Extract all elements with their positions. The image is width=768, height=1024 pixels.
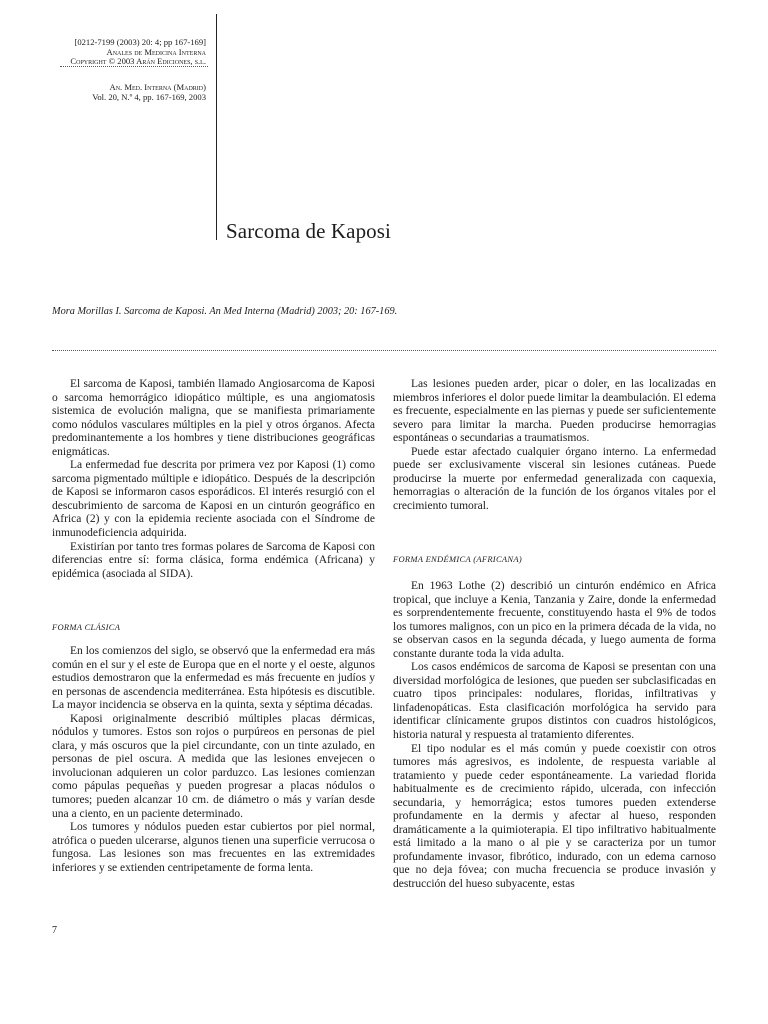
article-citation: Mora Morillas I. Sarcoma de Kaposi. An Med Interna (Madrid) 2003; 20: 167-169. (52, 306, 398, 317)
section-divider (52, 350, 716, 351)
article-title: Sarcoma de Kaposi (226, 219, 391, 243)
journal-volume: Vol. 20, N.º 4, pp. 167-169, 2003 (92, 91, 206, 102)
left-column-section (52, 645, 375, 875)
journal-header (0, 38, 206, 67)
section-heading-endemic: FORMA ENDÉMICA (AFRICANA) (393, 554, 522, 564)
paragraph: Puede estar afectado cualquier órgano interno. La enfermedad puede ser exclusivamente visceral sin lesiones cutáneas. Puede producirse la muerte por enfermedad generalizada con caquexia, hemorragias o alteración de la función de los órganos vitales por el crecimiento tumoral. (393, 445, 716, 512)
paragraph: Kaposi originalmente describió múltiples placas dérmicas, nódulos y tumores. Estos son rojos o purpúreos en personas de piel clara, y más oscuros que la piel circundante, con un tinte azulado, en personas de piel oscura. A medida que las lesiones envejecen o involucionan adquieren un color parduzco. Las lesiones comienzan como pápulas pequeñas y pueden progresar a placas nódulos o tumores; pueden alcanzar 10 cm. de diámetro o más y varían desde una a ciento, en un paciente determinado. (52, 712, 375, 820)
copyright-line: Copyright © 2003 Arán Ediciones, s.l. (70, 56, 206, 67)
journal-name: Anales de Medicina Interna (106, 46, 206, 57)
paragraph: En los comienzos del siglo, se observó que la enfermedad era más común en el sur y el este de Europa que en el norte y el oeste, algunos estudios demostraron que la enfermedad es más frecuente en judíos y en personas de ascendencia mediterránea. Esta hipótesis es discutible. La mayor incidencia se observa en la quinta, sexta y séptima décadas. (52, 645, 375, 712)
journal-issn: [0212-7199 (2003) 20: 4; pp 167-169] (74, 37, 206, 47)
paragraph: En 1963 Lothe (2) describió un cinturón endémico en Africa tropical, que incluye a Kenia, Tanzania y Zaire, donde la enfermedad es sorprendentemente frecuente, constituyendo hasta el 9% de todos los tumores malignos, con un pico en la primera década de la vida, no se observan casos en la segunda década, y luego aumenta de forma constante durante toda la vida adulta. (393, 580, 716, 660)
header-divider (60, 66, 208, 67)
paragraph: Existirían por tanto tres formas polares de Sarcoma de Kaposi con diferencias entre sí: forma clásica, forma endémica (Africana) y epidémica (asociada al SIDA). (52, 540, 375, 580)
journal-abbrev: An. Med. Interna (Madrid) (109, 82, 206, 92)
section-heading-classic: FORMA CLÁSICA (52, 622, 121, 632)
paragraph: El tipo nodular es el más común y puede coexistir con otros tumores más agresivos, es indolente, de respuesta variable al tratamiento y puede ceder espontáneamente. La variedad florida habitualmente es de crecimiento rápido, ulcerada, con infección secundaria, y hemorrágica; estos tumores pueden extenderse profundamente en la dermis y afectar al hueso, responden dramáticamente a la quimioterapia. El tipo infiltrativo habitualmente está limitado a la mano o al pie y se caracteriza por un tumor profundamente invasor, fibrótico, indurado, con un edema carnoso que no deja fóvea; con mucha frecuencia se produce invasión y destrucción del hueso subyacente, estas (393, 742, 716, 891)
vertical-rule (216, 14, 217, 240)
right-column-intro (393, 378, 716, 513)
paragraph: Los casos endémicos de sarcoma de Kaposi se presentan con una diversidad morfológica de lesiones, que pueden ser subclasificadas en cuatro tipos principales: nodulares, floridas, infiltrativas y linfadenopáticas. Esta clasificación morfológica ha servido para identificar clínicamente grupos distintos con cuadros histológicos, historia natural y respuesta al tratamiento diferentes. (393, 661, 716, 742)
page-number: 7 (52, 925, 57, 936)
right-column-section (393, 580, 716, 892)
paragraph: El sarcoma de Kaposi, también llamado Angiosarcoma de Kaposi o sarcoma hemorrágico idiopático múltiple, es una angiomatosis sistemica de evolución maligna, que se manifiesta primariamente como nódulos vasculares múltiples en la piel y otros órganos. Afecta predominantemente a los hombres y tiene distribuciones geográficas enigmáticas. (52, 378, 375, 458)
journal-citation-block (0, 83, 206, 102)
paragraph: Los tumores y nódulos pueden estar cubiertos por piel normal, atrófica o pueden ulcerarse, algunos tienen una superficie verrucosa o fungosa. Las lesiones son mas frecuentes en las extremidades inferiores y se extienden centripetamente de forma lenta. (52, 821, 375, 874)
paragraph: Las lesiones pueden arder, picar o doler, en las localizadas en miembros inferiores el dolor puede limitar la deambulación. El edema es frecuente, especialmente en las piernas y puede ser suficientemente severo para limitar la marcha. Pueden producirse hemorragias espontáneas o secundarias a traumatismos. (393, 378, 716, 445)
paragraph: La enfermedad fue descrita por primera vez por Kaposi (1) como sarcoma pigmentado múltiple e idiopático. Después de la descripción de Kaposi se informaron casos esporádicos. El interés resurgió con el descubrimiento de sarcoma de Kaposi en un cinturón geográfico en Africa (2) y con la epidemia reciente asociada con el Síndrome de inmunodeficiencia adquirida. (52, 459, 375, 540)
left-column-intro (52, 378, 375, 581)
